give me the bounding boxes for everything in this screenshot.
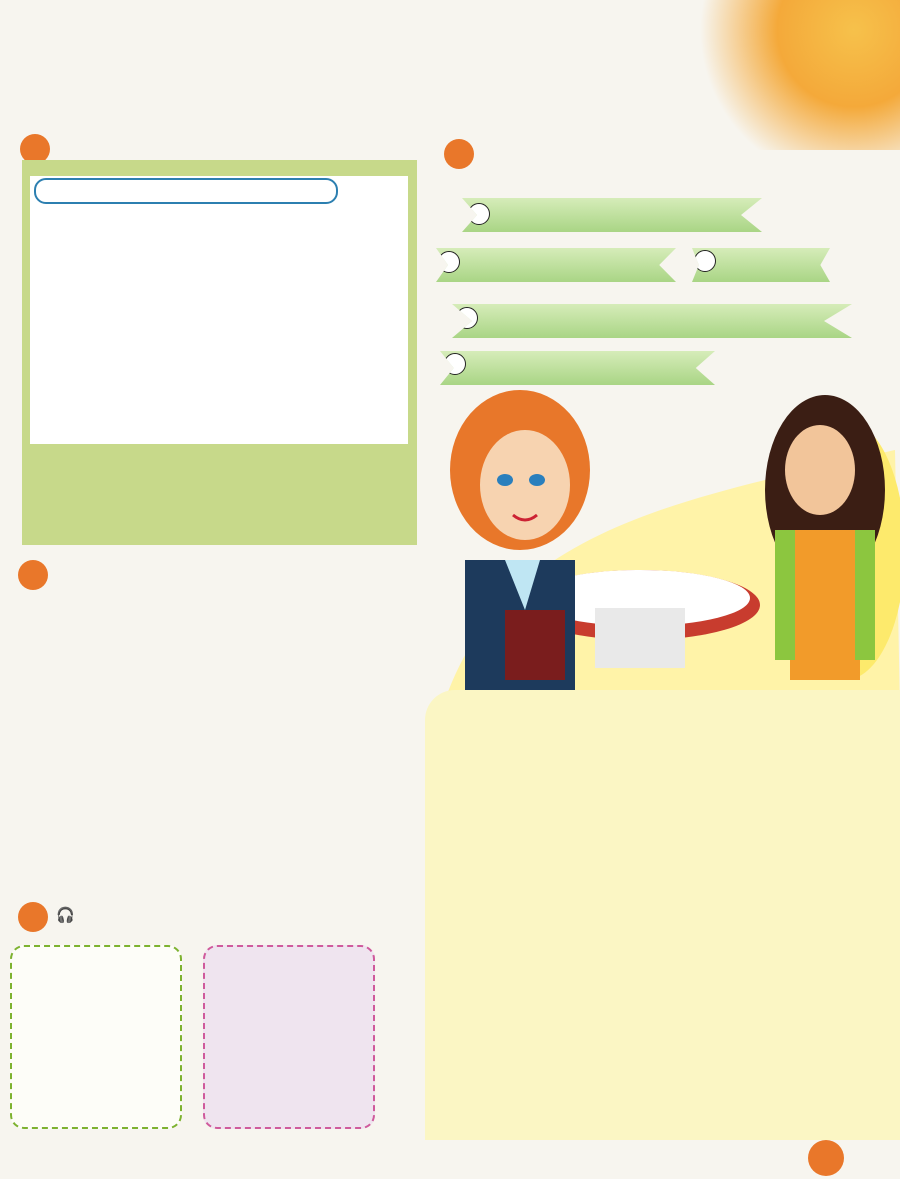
ribbon-d-letter <box>456 307 478 329</box>
word-search-answer-circle <box>34 178 338 204</box>
dialogue-background <box>425 690 900 1140</box>
ribbon-b-letter <box>438 251 460 273</box>
ribbon-a <box>462 198 762 232</box>
ribbon-c-letter <box>694 250 716 272</box>
ribbon-e-letter <box>444 353 466 375</box>
headphones-icon: 🎧 <box>56 907 75 924</box>
ribbon-a-letter <box>468 203 490 225</box>
ribbon-b <box>436 248 676 282</box>
waitress-woman <box>450 390 590 710</box>
exercise-2-number <box>18 560 48 590</box>
illustration-interview <box>425 380 900 710</box>
word-search-grid <box>30 176 408 444</box>
page-number <box>808 1140 844 1176</box>
star-decoration <box>670 0 900 150</box>
jobs-box <box>203 945 375 1129</box>
applicant-woman <box>765 395 885 680</box>
ribbon-c <box>692 248 830 282</box>
exercise-4-number <box>444 139 474 169</box>
people-box <box>10 945 182 1129</box>
ribbon-d <box>452 304 852 338</box>
exercise-3-number <box>18 902 48 932</box>
